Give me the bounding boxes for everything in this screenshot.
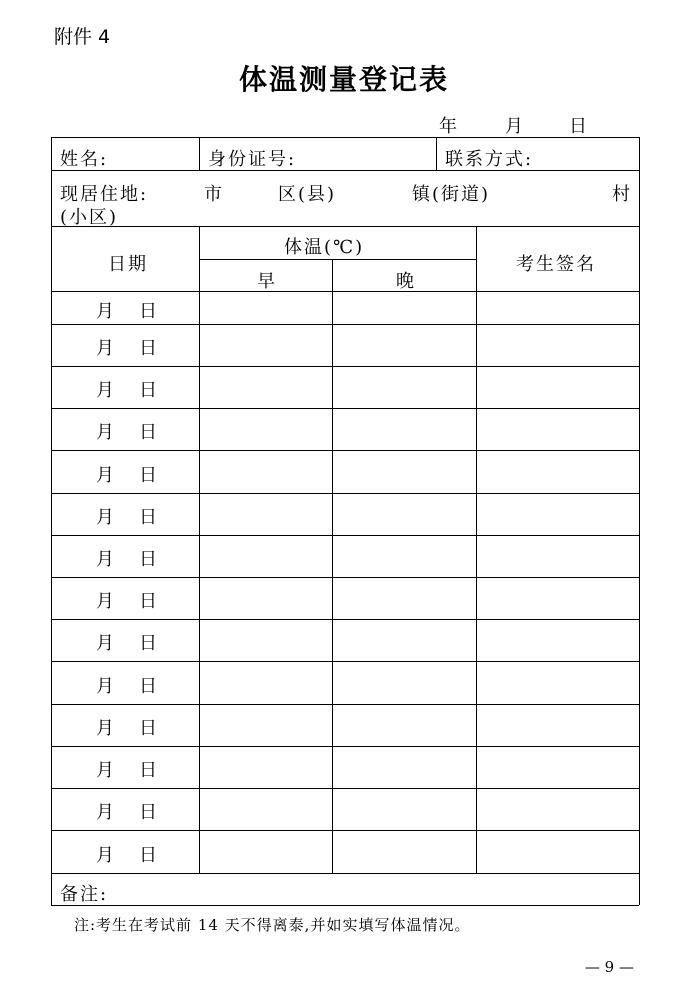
morning-temp-cell[interactable] <box>200 747 332 788</box>
table-border-bottom <box>51 905 639 906</box>
row-divider <box>51 873 639 874</box>
evening-temp-cell[interactable] <box>333 451 476 493</box>
signature-cell[interactable] <box>477 705 639 746</box>
row-month-label: 月 <box>96 591 114 612</box>
morning-temp-cell[interactable] <box>200 325 332 366</box>
evening-temp-cell[interactable] <box>333 789 476 830</box>
row-day-label: 日 <box>139 676 157 697</box>
table-border-right <box>639 137 640 905</box>
row-day-label: 日 <box>139 301 157 322</box>
signature-cell[interactable] <box>477 292 639 324</box>
name-field[interactable]: 姓名: <box>60 149 109 170</box>
morning-temp-cell[interactable] <box>200 662 332 704</box>
row-day-label: 日 <box>139 760 157 781</box>
morning-temp-cell[interactable] <box>200 409 332 450</box>
morning-temp-cell[interactable] <box>200 831 332 873</box>
row-day-label: 日 <box>139 718 157 739</box>
row-month-label: 月 <box>96 301 114 322</box>
header-morning: 早 <box>257 271 277 292</box>
evening-temp-cell[interactable] <box>333 494 476 535</box>
date-year-label: 年 <box>439 116 457 137</box>
row-day-label: 日 <box>139 591 157 612</box>
signature-cell[interactable] <box>477 367 639 408</box>
morning-temp-cell[interactable] <box>200 620 332 661</box>
morning-temp-cell[interactable] <box>200 536 332 577</box>
row-month-label: 月 <box>96 760 114 781</box>
info-row-divider <box>51 170 639 171</box>
morning-temp-cell[interactable] <box>200 705 332 746</box>
row-month-label: 月 <box>96 507 114 528</box>
signature-cell[interactable] <box>477 831 639 873</box>
id-number-field[interactable]: 身份证号: <box>208 149 297 170</box>
info-divider-1 <box>199 137 200 170</box>
evening-temp-cell[interactable] <box>333 325 476 366</box>
row-month-label: 月 <box>96 633 114 654</box>
signature-cell[interactable] <box>477 451 639 493</box>
row-day-label: 日 <box>139 507 157 528</box>
signature-cell[interactable] <box>477 789 639 830</box>
evening-temp-cell[interactable] <box>333 662 476 704</box>
header-evening: 晚 <box>396 271 416 292</box>
page-number: — 9 — <box>584 958 634 976</box>
evening-temp-cell[interactable] <box>333 536 476 577</box>
row-month-label: 月 <box>96 718 114 739</box>
evening-temp-cell[interactable] <box>333 620 476 661</box>
contact-field[interactable]: 联系方式: <box>445 149 534 170</box>
morning-temp-cell[interactable] <box>200 578 332 619</box>
morning-temp-cell[interactable] <box>200 494 332 535</box>
evening-temp-cell[interactable] <box>333 409 476 450</box>
table-border-left <box>51 137 52 905</box>
row-day-label: 日 <box>139 549 157 570</box>
signature-cell[interactable] <box>477 747 639 788</box>
header-signature: 考生签名 <box>516 254 596 275</box>
morning-temp-cell[interactable] <box>200 451 332 493</box>
signature-cell[interactable] <box>477 662 639 704</box>
signature-cell[interactable] <box>477 536 639 577</box>
header-date: 日期 <box>108 254 148 275</box>
address-label: 现居住地: <box>60 184 149 205</box>
signature-cell[interactable] <box>477 494 639 535</box>
row-day-label: 日 <box>139 338 157 359</box>
evening-temp-cell[interactable] <box>333 578 476 619</box>
address-town[interactable]: 镇(街道) <box>412 184 491 205</box>
evening-temp-cell[interactable] <box>333 292 476 324</box>
row-day-label: 日 <box>139 422 157 443</box>
row-month-label: 月 <box>96 465 114 486</box>
evening-temp-cell[interactable] <box>333 367 476 408</box>
form-title: 体温测量登记表 <box>238 63 449 96</box>
row-day-label: 日 <box>139 845 157 866</box>
signature-cell[interactable] <box>477 409 639 450</box>
footnote: 注:考生在考试前 14 天不得离泰,并如实填写体温情况。 <box>74 916 471 934</box>
signature-cell[interactable] <box>477 325 639 366</box>
date-month-label: 月 <box>505 116 523 137</box>
signature-cell[interactable] <box>477 620 639 661</box>
row-month-label: 月 <box>96 380 114 401</box>
row-month-label: 月 <box>96 549 114 570</box>
row-month-label: 月 <box>96 338 114 359</box>
evening-temp-cell[interactable] <box>333 831 476 873</box>
row-month-label: 月 <box>96 802 114 823</box>
morning-temp-cell[interactable] <box>200 292 332 324</box>
evening-temp-cell[interactable] <box>333 747 476 788</box>
address-village[interactable]: 村 <box>612 184 632 205</box>
address-city[interactable]: 市 <box>204 184 224 205</box>
row-month-label: 月 <box>96 676 114 697</box>
row-day-label: 日 <box>139 802 157 823</box>
attachment-label: 附件 4 <box>54 26 111 48</box>
morning-temp-cell[interactable] <box>200 367 332 408</box>
morning-temp-cell[interactable] <box>200 789 332 830</box>
table-border-top <box>51 137 639 138</box>
row-day-label: 日 <box>139 633 157 654</box>
evening-temp-cell[interactable] <box>333 705 476 746</box>
row-month-label: 月 <box>96 845 114 866</box>
remarks-label: 备注: <box>60 884 109 905</box>
info-divider-2 <box>436 137 437 170</box>
row-day-label: 日 <box>139 465 157 486</box>
address-row-divider <box>51 226 639 227</box>
date-day-label: 日 <box>569 116 587 137</box>
temperature-subheader-divider <box>199 259 476 260</box>
header-temperature: 体温(℃) <box>284 237 365 258</box>
row-day-label: 日 <box>139 380 157 401</box>
address-district[interactable]: 区(县) <box>278 184 337 205</box>
signature-cell[interactable] <box>477 578 639 619</box>
address-community[interactable]: (小区) <box>60 207 119 228</box>
row-month-label: 月 <box>96 422 114 443</box>
